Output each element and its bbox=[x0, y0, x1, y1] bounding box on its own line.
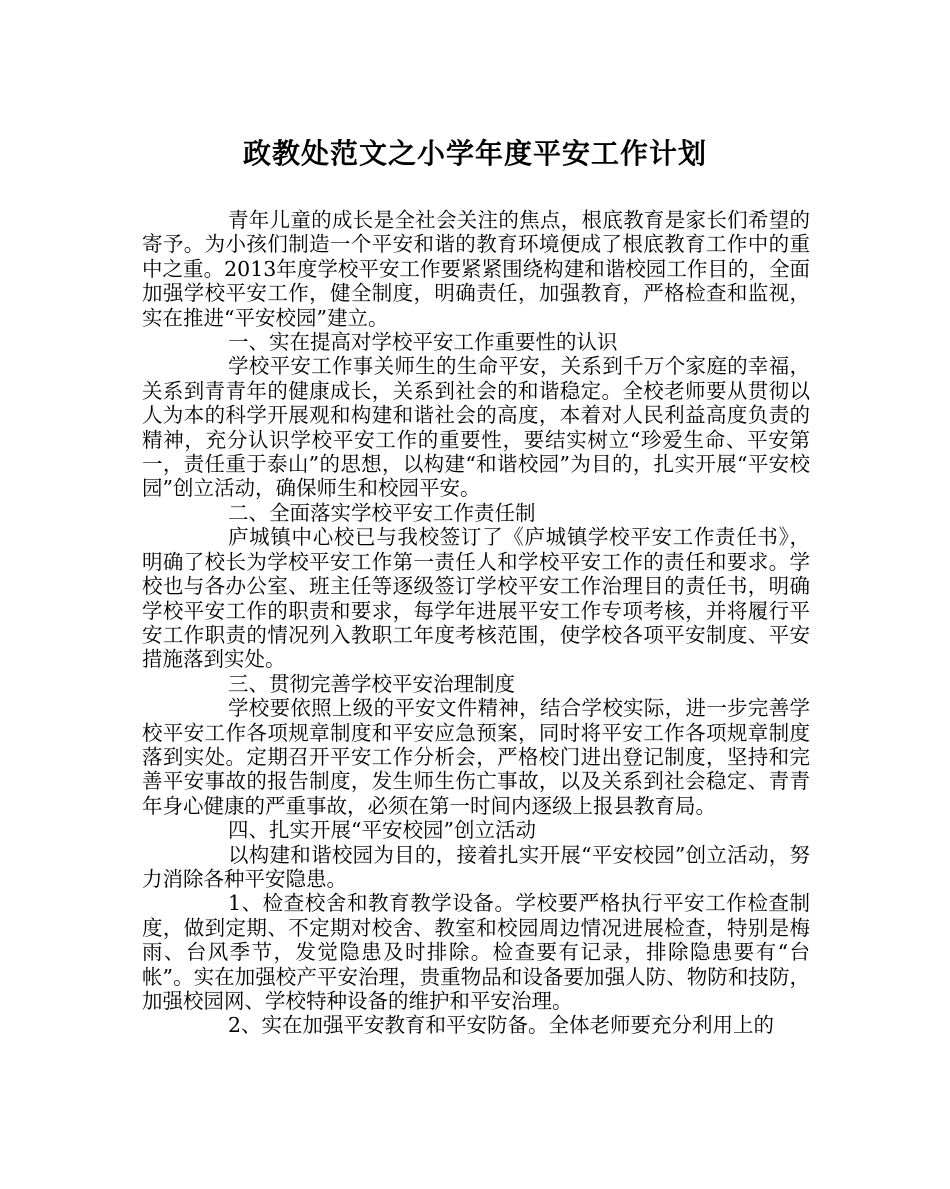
section-heading-2: 二、全面落实学校平安工作责任制 bbox=[228, 500, 536, 525]
section-heading-1: 一、实在提高对学校平安工作重要性的认识 bbox=[228, 330, 618, 355]
section-1-paragraph: 学校平安工作事关师生的生命平安，关系到千万个家庭的幸福，关系到青青年的健康成长，关系到社会的和谐稳定。全校老师要从贯彻以人为本的科学开展观和构建和谐社会的高度，本着对人民利益高度负责的精神，充分认识学校平安工作的重要性，要结实树立“珍爱生命、平安第一，责任重于泰山”的思想，以构建“和谐校园”为目的，扎实开展“平安校园”创立活动，确保师生和校园平安。 bbox=[142, 354, 810, 501]
section-4-item-2: 2、实在加强平安教育和平安防备。全体老师要充分利用上的 bbox=[228, 1013, 775, 1038]
intro-paragraph: 青年儿童的成长是全社会关注的焦点，根底教育是家长们希望的寄予。为小孩们制造一个平安和谐的教育环境便成了根底教育工作中的重中之重。2013年度学校平安工作要紧紧围绕构建和谐校园工作目的，全面加强学校平安工作，健全制度，明确责任，加强教育，严格检查和监视，实在推进“平安校园”建立。 bbox=[142, 208, 810, 330]
section-4-paragraph: 以构建和谐校园为目的，接着扎实开展“平安校园”创立活动，努力消除各种平安隐患。 bbox=[142, 842, 810, 891]
section-3-paragraph: 学校要依照上级的平安文件精神，结合学校实际，进一步完善学校平安工作各项规章制度和平安应急预案，同时将平安工作各项规章制度落到实处。定期召开平安工作分析会，严格校门进出登记制度，坚持和完善平安事故的报告制度，发生师生伤亡事故，以及关系到社会稳定、青青年身心健康的严重事故，必须在第一时间内逐级上报县教育局。 bbox=[142, 696, 810, 818]
section-heading-3: 三、贯彻完善学校平安治理制度 bbox=[228, 671, 515, 696]
section-2-paragraph: 庐城镇中心校已与我校签订了《庐城镇学校平安工作责任书》，明确了校长为学校平安工作第一责任人和学校平安工作的责任和要求。学校也与各办公室、班主任等逐级签订学校平安工作治理目的责任书，明确学校平安工作的职责和要求，每学年进展平安工作专项考核，并将履行平安工作职责的情况列入教职工年度考核范围，使学校各项平安制度、平安措施落到实处。 bbox=[142, 525, 810, 672]
document-title: 政教处范文之小学年度平安工作计划 bbox=[242, 137, 707, 170]
section-4-item-1: 1、检查校舍和教育教学设备。学校要严格执行平安工作检查制度，做到定期、不定期对校舍、教室和校园周边情况进展检查，特别是梅雨、台风季节，发觉隐患及时排除。检查要有记录，排除隐患要有“台帐”。实在加强校产平安治理，贵重物品和设备要加强人防、物防和技防，加强校园网、学校特种设备的维护和平安治理。 bbox=[142, 891, 810, 1013]
section-heading-4: 四、扎实开展“平安校园”创立活动 bbox=[228, 818, 536, 843]
document-body bbox=[142, 208, 810, 1038]
